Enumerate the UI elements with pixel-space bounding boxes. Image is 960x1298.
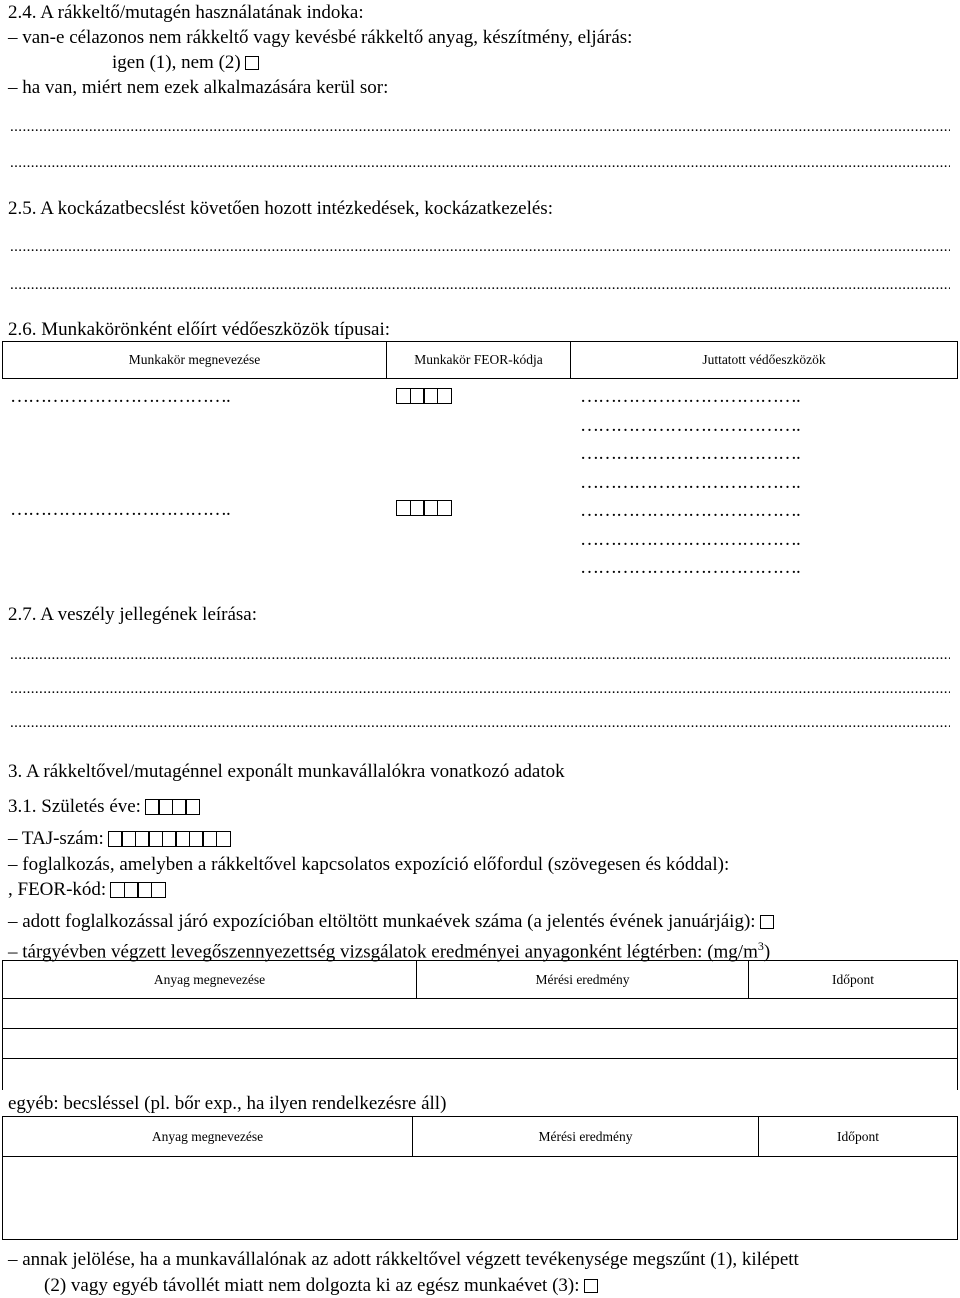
years-checkbox[interactable]	[760, 915, 774, 929]
job-name-field[interactable]: ……………………………….	[10, 386, 230, 407]
occupation-label: – foglalkozás, amelyben a rákkeltővel kapcsolatos expozíció előfordul (szövegesen és kóddal):	[8, 854, 730, 875]
col-equipment: Juttatott védőeszközök	[571, 342, 958, 379]
taj-row	[8, 828, 231, 850]
equipment-field[interactable]: ……………………………….	[580, 557, 800, 578]
substitute-answer	[112, 52, 259, 74]
section-2-6-title: 2.6. Munkakörönként előírt védőeszközök típusai:	[8, 319, 391, 340]
answer-line[interactable]	[10, 152, 950, 174]
section-3-title: 3. A rákkeltővel/mutagénnel exponált munkavállalókra vonatkozó adatok	[8, 761, 565, 782]
equipment-field[interactable]: ……………………………….	[580, 529, 800, 550]
col-date: Időpont	[749, 961, 958, 999]
feor-code-field[interactable]	[392, 500, 452, 518]
table-row[interactable]	[3, 1059, 958, 1091]
termination-checkbox[interactable]	[584, 1279, 598, 1293]
table-row[interactable]	[3, 1157, 958, 1240]
substitute-answer-label: igen (1), nem (2)	[112, 52, 241, 73]
substitute-question: – van-e célazonos nem rákkeltő vagy kevésbé rákkeltő anyag, készítmény, eljárás:	[8, 27, 633, 48]
air-label-superscript: 3	[757, 939, 764, 953]
air-label-close: )	[763, 941, 771, 963]
feor-code-field[interactable]	[392, 388, 452, 406]
col-result: Mérési eredmény	[417, 961, 749, 999]
answer-line[interactable]	[10, 678, 950, 700]
equipment-field[interactable]: ……………………………….	[580, 472, 800, 493]
section-2-4-title: 2.4. A rákkeltő/mutagén használatának indoka:	[8, 2, 364, 23]
termination-label-line1: – annak jelölése, ha a munkavállalónak az adott rákkeltővel végzett tevékenysége megszűnt (1), kilépett	[8, 1249, 799, 1270]
substitute-checkbox[interactable]	[245, 56, 259, 70]
section-2-7-title: 2.7. A veszély jellegének leírása:	[8, 604, 258, 625]
col-substance: Anyag megnevezése	[3, 961, 417, 999]
job-name-field[interactable]: ……………………………….	[10, 499, 230, 520]
termination-row	[44, 1275, 598, 1297]
termination-label-line2: (2) vagy egyéb távollét miatt nem dolgozta ki az egész munkaévet (3):	[44, 1275, 580, 1296]
col-date: Időpont	[759, 1117, 958, 1157]
col-job-name: Munkakör megnevezése	[3, 342, 387, 379]
table-row[interactable]	[3, 999, 958, 1029]
equipment-field[interactable]: ……………………………….	[580, 443, 800, 464]
air-measurement-table	[2, 960, 958, 1090]
equipment-field[interactable]: ……………………………….	[580, 415, 800, 436]
table-row[interactable]	[3, 1029, 958, 1059]
equipment-field[interactable]: ……………………………….	[580, 500, 800, 521]
feor-row	[8, 879, 166, 901]
answer-line[interactable]	[10, 236, 950, 258]
col-substance: Anyag megnevezése	[3, 1117, 413, 1157]
answer-line[interactable]	[10, 644, 950, 666]
feor-label: , FEOR-kód:	[8, 879, 107, 900]
answer-line[interactable]	[10, 274, 950, 296]
answer-line[interactable]	[10, 712, 950, 734]
birth-year-field[interactable]	[145, 799, 201, 815]
years-row	[8, 911, 774, 933]
section-2-5-title: 2.5. A kockázatbecslést követően hozott intézkedések, kockázatkezelés:	[8, 198, 553, 219]
years-label: – adott foglalkozással járó expozícióban eltöltött munkaévek száma (a jelentés évének januárjáig):	[8, 911, 756, 932]
answer-line[interactable]	[10, 116, 950, 138]
protective-equipment-header	[2, 341, 958, 379]
col-result: Mérési eredmény	[413, 1117, 759, 1157]
other-estimate-label: egyéb: becsléssel (pl. bőr exp., ha ilyen rendelkezésre áll)	[8, 1093, 447, 1114]
equipment-field[interactable]: ……………………………….	[580, 386, 800, 407]
taj-label: – TAJ-szám:	[8, 828, 104, 849]
birth-year-row	[8, 796, 200, 818]
feor-field[interactable]	[110, 882, 166, 898]
taj-field[interactable]	[108, 831, 231, 847]
col-feor-code: Munkakör FEOR-kódja	[387, 342, 571, 379]
air-label-text: – tárgyévben végzett levegőszennyezettség vizsgálatok eredményei anyagonként légtérben: (mg/m	[8, 941, 758, 963]
reason-question: – ha van, miért nem ezek alkalmazására kerül sor:	[8, 77, 389, 98]
other-estimate-table	[2, 1116, 958, 1240]
birth-year-label: 3.1. Születés éve:	[8, 796, 141, 817]
